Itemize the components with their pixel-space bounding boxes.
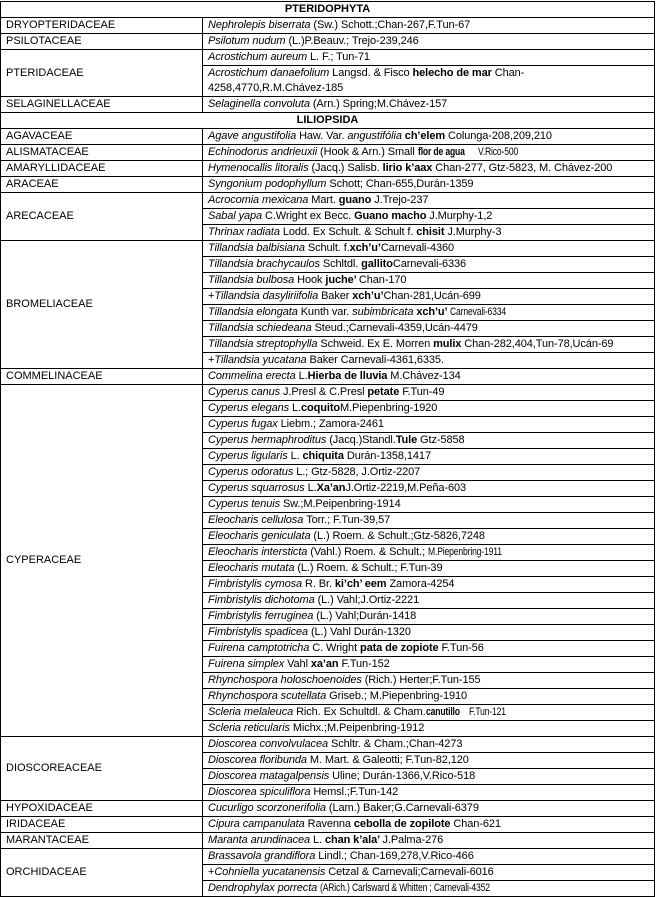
- species-text-segment: Eleocharis cellulosa: [208, 514, 307, 526]
- family-cell: COMMELINACEAE: [1, 369, 203, 385]
- species-text-segment: Langsd. & Fisco: [332, 67, 413, 79]
- species-row: [1, 145, 655, 161]
- species-text-segment: Vahl: [287, 658, 311, 670]
- species-text-segment: J.Murphy-3: [447, 226, 502, 238]
- species-text-segment: +: [208, 290, 215, 302]
- species-text-segment: Cyperus tenuis: [208, 498, 283, 510]
- species-text-segment: lirio k’aax: [382, 162, 436, 174]
- species-text-segment: Eleocharis mutata: [208, 562, 298, 574]
- species-text-segment: subimbricata: [352, 306, 417, 318]
- species-text-segment: Scleria reticularis: [208, 722, 293, 734]
- species-text-segment: cebolla de zopilote: [353, 818, 454, 830]
- species-text-segment: (Sw.) Schott.;Chan-267,F.Tun-67: [313, 19, 471, 31]
- species-text-segment: Baker: [321, 290, 353, 302]
- species-text-segment: Hemsl.;F.Tun-142: [313, 786, 399, 798]
- species-text-segment: Chan-621: [453, 818, 501, 830]
- species-text-segment: Psilotum nudum: [208, 35, 289, 47]
- species-row: [1, 18, 655, 34]
- species-text-segment: Eleocharis geniculata: [208, 530, 314, 542]
- species-text-segment: (Arn.) Spring;M.Chávez-157: [312, 98, 448, 110]
- species-text-segment: Chan-277, Gtz-5823, M. Chávez-200: [435, 162, 613, 174]
- family-cell: SELAGINELLACEAE: [1, 97, 203, 113]
- species-text-segment: Cohniella yucatanensis: [214, 866, 329, 878]
- species-text-segment: F.Tun-56: [441, 642, 484, 654]
- species-text-segment: Fuirena simplex: [208, 658, 288, 670]
- species-text-segment: Sw.;M.Peipenbring-1914: [282, 498, 401, 510]
- species-text-segment: F.Tun-49: [402, 386, 445, 398]
- species-text-segment: Rhynchospora scutellata: [208, 690, 330, 702]
- species-row: [1, 385, 655, 401]
- family-cell: IRIDACEAE: [1, 817, 203, 833]
- species-text-segment: M. Mart. & Galeotti; F.Tun-82,120: [309, 754, 469, 766]
- species-text-segment: coquito: [301, 402, 341, 414]
- species-cell: [203, 129, 655, 145]
- species-text-segment: Tillandsia yucatana: [214, 354, 310, 366]
- species-text-segment: Lindl.; Chan-169,278,V.Rico-466: [318, 850, 474, 862]
- species-text-segment: chan k’ala’: [324, 834, 383, 846]
- species-text-segment: angustifólia: [347, 130, 405, 142]
- species-text-segment: C. Wright: [312, 642, 360, 654]
- family-cell: AMARYLLIDACEAE: [1, 161, 203, 177]
- species-text-segment: J.Ortiz-2219,M.Peña-603: [345, 482, 467, 494]
- species-text-segment: Cyperus fugax: [208, 418, 281, 430]
- species-text-segment: Chan-282,404,Tun-78,Ucán-69: [464, 338, 614, 350]
- species-text-segment: Tillandsia dasyliriifolia: [214, 290, 322, 302]
- species-text-segment: Kunth var.: [300, 306, 353, 318]
- species-cell: [203, 337, 655, 353]
- family-cell: ARECACEAE: [1, 193, 203, 241]
- species-text-segment: Schult. f.: [307, 242, 350, 254]
- species-text-segment: petate: [367, 386, 403, 398]
- species-text-segment: (Rich.) Herter;F.Tun-155: [364, 674, 481, 686]
- species-text-segment: Nephrolepis biserrata: [208, 19, 314, 31]
- species-row: [1, 849, 655, 865]
- species-cell: [203, 529, 655, 545]
- species-text-segment: +: [208, 866, 215, 878]
- species-cell: [203, 833, 655, 849]
- species-text-segment: juche’: [325, 274, 359, 286]
- species-cell: [203, 817, 655, 833]
- species-text-segment: xch’u’: [349, 242, 381, 254]
- species-text-segment: Fimbristylis dichotoma: [208, 594, 318, 606]
- species-cell: [203, 513, 655, 529]
- species-text-segment: Dioscorea spiculiflora: [208, 786, 314, 798]
- section-row: [1, 2, 655, 18]
- species-text-segment: Dioscorea floribunda: [208, 754, 310, 766]
- family-cell: HYPOXIDACEAE: [1, 801, 203, 817]
- family-cell: BROMELIACEAE: [1, 241, 203, 369]
- species-text-segment: R. Br.: [305, 578, 335, 590]
- species-cell: [203, 721, 655, 737]
- species-text-segment: xch’u’: [352, 290, 384, 302]
- species-text-segment: chiquita: [302, 450, 347, 462]
- species-text-segment: Chan-281,Ucán-699: [383, 290, 481, 302]
- species-text-segment: Dioscorea matagalpensis: [208, 770, 333, 782]
- family-cell: ORCHIDACEAE: [1, 849, 203, 897]
- species-text-segment: Sabal yapa: [208, 210, 265, 222]
- species-cell: [203, 753, 655, 769]
- species-cell: [203, 353, 655, 369]
- species-text-segment: ch’elem: [404, 130, 449, 142]
- species-text-segment: guano: [338, 194, 375, 206]
- species-text-segment: Fimbristylis cymosa: [208, 578, 306, 590]
- species-cell: [203, 785, 655, 801]
- taxa-table-body: [1, 2, 655, 897]
- species-cell: [203, 321, 655, 337]
- species-cell: [203, 769, 655, 785]
- species-row: [1, 129, 655, 145]
- species-text-segment: Schott; Chan-655,Durán-1359: [329, 178, 474, 190]
- species-cell: [203, 369, 655, 385]
- species-text-segment: J.Trejo-237: [374, 194, 429, 206]
- species-text-segment: chisit: [416, 226, 448, 238]
- species-text-segment: helecho de mar: [412, 67, 495, 79]
- family-cell: AGAVACEAE: [1, 129, 203, 145]
- species-text-segment: Thrinax radiata: [208, 226, 283, 238]
- species-row: [1, 833, 655, 849]
- species-cell: [203, 609, 655, 625]
- species-text-segment: M.Piepenbring-1911: [427, 546, 502, 558]
- species-row: [1, 369, 655, 385]
- species-text-segment: gallito: [361, 258, 393, 270]
- species-text-segment: pata de zopiote: [359, 642, 442, 654]
- species-cell: [203, 145, 655, 161]
- family-cell: ARACEAE: [1, 177, 203, 193]
- species-text-segment: (Vahl.) Roem. & Schult.;: [310, 546, 428, 558]
- species-cell: [203, 225, 655, 241]
- species-text-segment: Xa’an: [316, 482, 346, 494]
- species-text-segment: Dioscorea convolvulacea: [208, 738, 331, 750]
- species-cell: [203, 433, 655, 449]
- species-cell: [203, 465, 655, 481]
- species-cell: [203, 97, 655, 113]
- species-text-segment: (Lam.) Baker;G.Carnevali-6379: [328, 802, 479, 814]
- species-cell: [203, 657, 655, 673]
- species-text-segment: L. F.; Tun-71: [310, 51, 370, 63]
- species-text-segment: L.: [290, 450, 303, 462]
- species-text-segment: J.Presl & C.Presl: [283, 386, 368, 398]
- species-cell: [203, 273, 655, 289]
- species-text-segment: Cyperus hermaphroditus: [208, 434, 330, 446]
- section-header: LILIOPSIDA: [1, 113, 655, 129]
- section-header: PTERIDOPHYTA: [1, 2, 655, 18]
- species-text-segment: Fimbristylis ferruginea: [208, 610, 317, 622]
- species-text-segment: Tillandsia brachycaulos: [208, 258, 323, 270]
- species-cell: [203, 177, 655, 193]
- species-text-segment: L.: [313, 834, 325, 846]
- species-cell: [203, 417, 655, 433]
- species-row: [1, 241, 655, 257]
- species-text-segment: Tillandsia streptophylla: [208, 338, 321, 350]
- species-text-segment: Cyperus ligularis: [208, 450, 291, 462]
- species-row: [1, 737, 655, 753]
- species-text-segment: (L.)P.Beauv.; Trejo-239,246: [288, 35, 419, 47]
- species-text-segment: Tillandsia bulbosa: [208, 274, 298, 286]
- species-text-segment: Tillandsia elongata: [208, 306, 301, 318]
- species-text-segment: Tillandsia schiedeana: [208, 322, 315, 334]
- species-text-segment: Cipura campanulata: [208, 818, 308, 830]
- species-cell: [203, 561, 655, 577]
- species-text-segment: Hymenocallis litoralis: [208, 162, 312, 174]
- species-text-segment: (L.) Vahl Durán-1320: [310, 626, 411, 638]
- species-cell: [203, 18, 655, 34]
- species-text-segment: (L.) Roem. & Schult.; F.Tun-39: [297, 562, 443, 574]
- species-text-segment: mulix: [433, 338, 465, 350]
- species-text-segment: Ravenna: [307, 818, 354, 830]
- species-cell: [203, 881, 655, 897]
- species-text-segment: (L.) Vahl;Durán-1418: [316, 610, 417, 622]
- species-text-segment: ki’ch’ eem: [334, 578, 390, 590]
- species-text-segment: L.: [298, 370, 308, 382]
- species-text-segment: Hook: [297, 274, 326, 286]
- family-cell: ALISMATACEAE: [1, 145, 203, 161]
- species-text-segment: Scleria melaleuca: [208, 706, 297, 718]
- species-cell: [203, 497, 655, 513]
- species-text-segment: Haw. Var.: [299, 130, 348, 142]
- species-cell: [203, 449, 655, 465]
- species-text-segment: Michx.;M.Peipenbring-1912: [292, 722, 425, 734]
- species-text-segment: L.: [307, 482, 317, 494]
- species-text-segment: Syngonium podophyllum: [208, 178, 330, 190]
- species-text-segment: canutillo: [425, 706, 460, 718]
- species-text-segment: (Hook & Arn.) Small: [320, 146, 418, 158]
- species-cell: [203, 481, 655, 497]
- species-text-segment: Cyperus odoratus: [208, 466, 297, 478]
- species-text-segment: Acrostichum aureum: [208, 51, 311, 63]
- species-text-segment: Schweid. Ex E. Morren: [320, 338, 434, 350]
- species-cell: [203, 801, 655, 817]
- species-text-segment: Chan-170: [358, 274, 407, 286]
- species-cell: [203, 641, 655, 657]
- species-cell: [203, 705, 655, 721]
- species-text-segment: Liebm.; Zamora-2461: [280, 418, 384, 430]
- species-cell: [203, 241, 655, 257]
- species-text-segment: Acrostichum danaefolium: [208, 67, 333, 79]
- species-text-segment: Fimbristylis spadicea: [208, 626, 311, 638]
- species-text-segment: Maranta arundinacea: [208, 834, 314, 846]
- species-text-segment: flor de agua: [417, 146, 465, 158]
- species-text-segment: Mart.: [311, 194, 339, 206]
- species-text-segment: Gtz-5858: [420, 434, 465, 446]
- species-text-segment: L.; Gtz-5828, J.Ortiz-2207: [296, 466, 421, 478]
- species-text-segment: Carnevali-6336: [392, 258, 467, 270]
- family-cell: PSILOTACEAE: [1, 34, 203, 50]
- species-text-segment: (Jacq.)Standl.: [329, 434, 396, 446]
- species-cell: [203, 689, 655, 705]
- species-text-segment: Carnevali-4360: [380, 242, 455, 254]
- species-text-segment: Brassavola grandiflora: [208, 850, 319, 862]
- species-text-segment: Cetzal & Carnevali;Carnevali-6016: [328, 866, 494, 878]
- species-text-segment: Steud.;Carnevali-4359,Ucán-4479: [314, 322, 478, 334]
- species-row: [1, 50, 655, 66]
- section-row: [1, 113, 655, 129]
- species-text-segment: Tule: [395, 434, 421, 446]
- species-text-segment: Torr.; F.Tun-39,57: [306, 514, 391, 526]
- species-cell: [203, 865, 655, 881]
- species-row: [1, 97, 655, 113]
- species-text-segment: Carnevali-6334: [449, 306, 506, 318]
- species-text-segment: Echinodorus andrieuxii: [208, 146, 321, 158]
- species-cell: [203, 545, 655, 561]
- species-text-segment: Cyperus elegans: [208, 402, 293, 414]
- species-text-segment: M.Piepenbring-1920: [340, 402, 438, 414]
- species-text-segment: Chan-: [494, 67, 525, 79]
- species-text-segment: xch’u’: [416, 306, 450, 318]
- species-cell: [203, 385, 655, 401]
- species-cell: [203, 34, 655, 50]
- species-cell: [203, 305, 655, 321]
- family-cell: DIOSCOREACEAE: [1, 737, 203, 801]
- species-text-segment: C.Wright ex Becc.: [265, 210, 355, 222]
- species-cell: [203, 209, 655, 225]
- species-text-segment: Cyperus canus: [208, 386, 284, 398]
- species-cell: [203, 401, 655, 417]
- species-text-segment: Schltdl.: [322, 258, 362, 270]
- species-text-segment: Lodd. Ex Schult. & Schult f.: [282, 226, 417, 238]
- species-row: [1, 161, 655, 177]
- species-cell: [203, 737, 655, 753]
- species-text-segment: Commelina erecta: [208, 370, 299, 382]
- family-cell: DRYOPTERIDACEAE: [1, 18, 203, 34]
- species-text-segment: Cucurligo scorzonerifolia: [208, 802, 329, 814]
- species-text-segment: F.Tun-121: [468, 706, 506, 718]
- species-text-segment: Baker Carnevali-4361,6335.: [309, 354, 444, 366]
- species-text-segment: 4258,4770,R.M.Chávez-185: [208, 82, 344, 94]
- species-row: [1, 177, 655, 193]
- species-row: [1, 817, 655, 833]
- species-text-segment: (L.) Roem. & Schult.;Gtz-5826,7248: [313, 530, 485, 542]
- species-text-segment: Cyperus squarrosus: [208, 482, 308, 494]
- species-row: [1, 801, 655, 817]
- species-row: [1, 34, 655, 50]
- species-text-segment: V.Rico-500: [477, 146, 518, 158]
- species-cell: [203, 66, 655, 97]
- species-text-segment: M.Chávez-134: [390, 370, 461, 382]
- family-cell: PTERIDACEAE: [1, 50, 203, 97]
- species-text-segment: J.Palma-276: [382, 834, 444, 846]
- species-text-segment: Griseb.; M.Piepenbring-1910: [329, 690, 468, 702]
- species-text-segment: Tillandsia balbisiana: [208, 242, 308, 254]
- species-row: [1, 193, 655, 209]
- species-text-segment: Dendrophylax porrecta: [208, 882, 321, 894]
- species-text-segment: Colunga-208,209,210: [448, 130, 552, 142]
- species-text-segment: Rhynchospora holoschoenoides: [208, 674, 365, 686]
- species-cell: [203, 289, 655, 305]
- species-cell: [203, 577, 655, 593]
- species-cell: [203, 161, 655, 177]
- species-cell: [203, 257, 655, 273]
- species-text-segment: Hierba de lluvia: [307, 370, 391, 382]
- family-cell: CYPERACEAE: [1, 385, 203, 737]
- family-cell: MARANTACEAE: [1, 833, 203, 849]
- species-cell: [203, 625, 655, 641]
- species-text-segment: Rich. Ex Schultdl. & Cham.: [296, 706, 426, 718]
- species-text-segment: L.: [292, 402, 301, 414]
- species-text-segment: (ARich.) Carlsward & Whitten ; Carnevali-4352: [320, 882, 491, 894]
- species-text-segment: Durán-1358,1417: [346, 450, 431, 462]
- species-text-segment: F.Tun-152: [341, 658, 390, 670]
- species-cell: [203, 673, 655, 689]
- species-text-segment: Acrocomia mexicana: [208, 194, 312, 206]
- species-text-segment: Zamora-4254: [389, 578, 455, 590]
- species-text-segment: (L.) Vahl;J.Ortiz-2221: [317, 594, 420, 606]
- species-text-segment: +: [208, 354, 215, 366]
- species-cell: [203, 849, 655, 865]
- species-text-segment: Uline; Durán-1366,V.Rico-518: [332, 770, 476, 782]
- species-text-segment: J.Murphy-1,2: [429, 210, 493, 222]
- species-text-segment: Fuirena camptotricha: [208, 642, 313, 654]
- species-cell: [203, 593, 655, 609]
- species-text-segment: Eleocharis intersticta: [208, 546, 311, 558]
- species-text-segment: Selaginella convoluta: [208, 98, 313, 110]
- species-text-segment: Guano macho: [354, 210, 430, 222]
- taxa-table: [0, 1, 655, 897]
- species-text-segment: Agave angustifolia: [208, 130, 300, 142]
- species-text-segment: xa’an: [310, 658, 342, 670]
- species-cell: [203, 50, 655, 66]
- species-cell: [203, 193, 655, 209]
- species-text-segment: Schltr. & Cham.;Chan-4273: [330, 738, 463, 750]
- species-text-segment: (Jacq.) Salisb.: [311, 162, 383, 174]
